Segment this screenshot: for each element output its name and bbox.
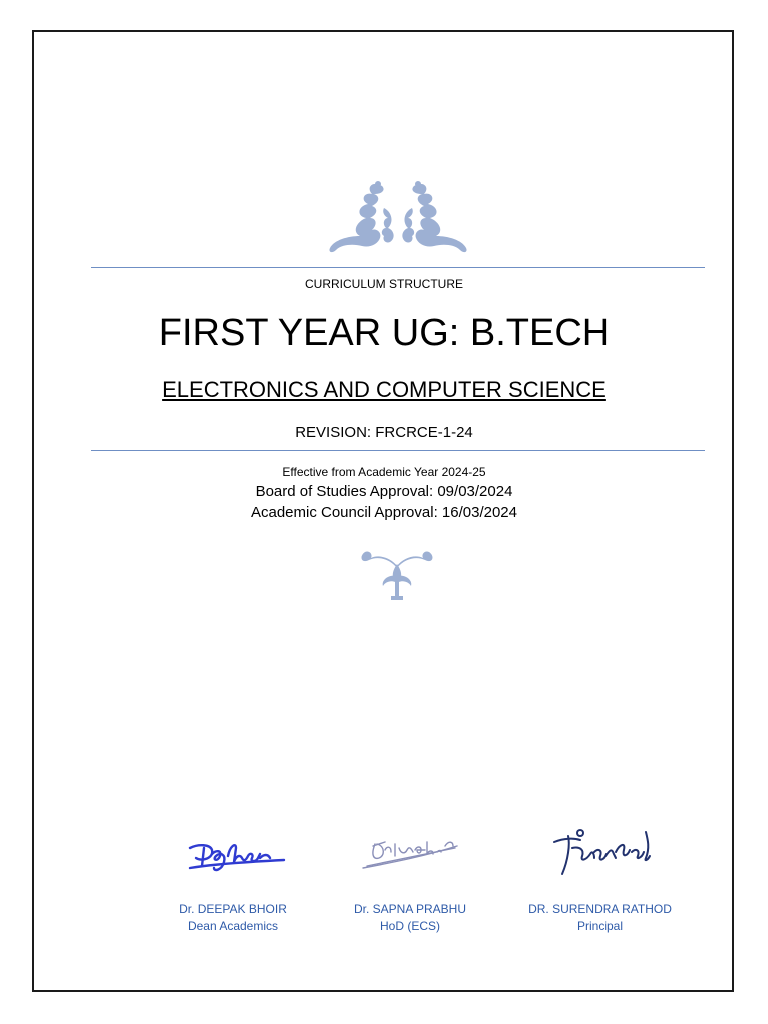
signature-bhoir [184, 832, 288, 878]
signatory-hod [340, 901, 480, 935]
signatory-role: Dean Academics [187, 919, 279, 933]
signatory-role: HoD (ECS) [379, 919, 440, 933]
signature-prabhu [355, 824, 465, 878]
document-label: CURRICULUM STRUCTURE [305, 277, 463, 291]
board-of-studies-approval: Board of Studies Approval: 09/03/2024 [255, 483, 513, 500]
top-divider [91, 267, 705, 268]
floral-ornament-icon [322, 178, 474, 258]
revision-code: REVISION: FRCRCE-1-24 [295, 424, 473, 441]
academic-council-approval: Academic Council Approval: 16/03/2024 [250, 504, 517, 521]
bottom-divider [91, 450, 705, 451]
signatory-name: DR. SURENDRA RATHOD [528, 902, 672, 916]
signatory-principal [520, 901, 680, 935]
department-title: ELECTRONICS AND COMPUTER SCIENCE [162, 377, 606, 402]
signatory-dean [163, 901, 303, 935]
effective-year: Effective from Academic Year 2024-25 [282, 465, 486, 479]
signatory-name: Dr. SAPNA PRABHU [353, 902, 467, 916]
page-title: FIRST YEAR UG: B.TECH [158, 312, 610, 354]
signatory-role: Principal [576, 919, 624, 933]
signatory-name: Dr. DEEPAK BHOIR [179, 902, 287, 916]
fleuron-ornament-icon [357, 546, 437, 602]
signature-rathod [550, 822, 662, 882]
